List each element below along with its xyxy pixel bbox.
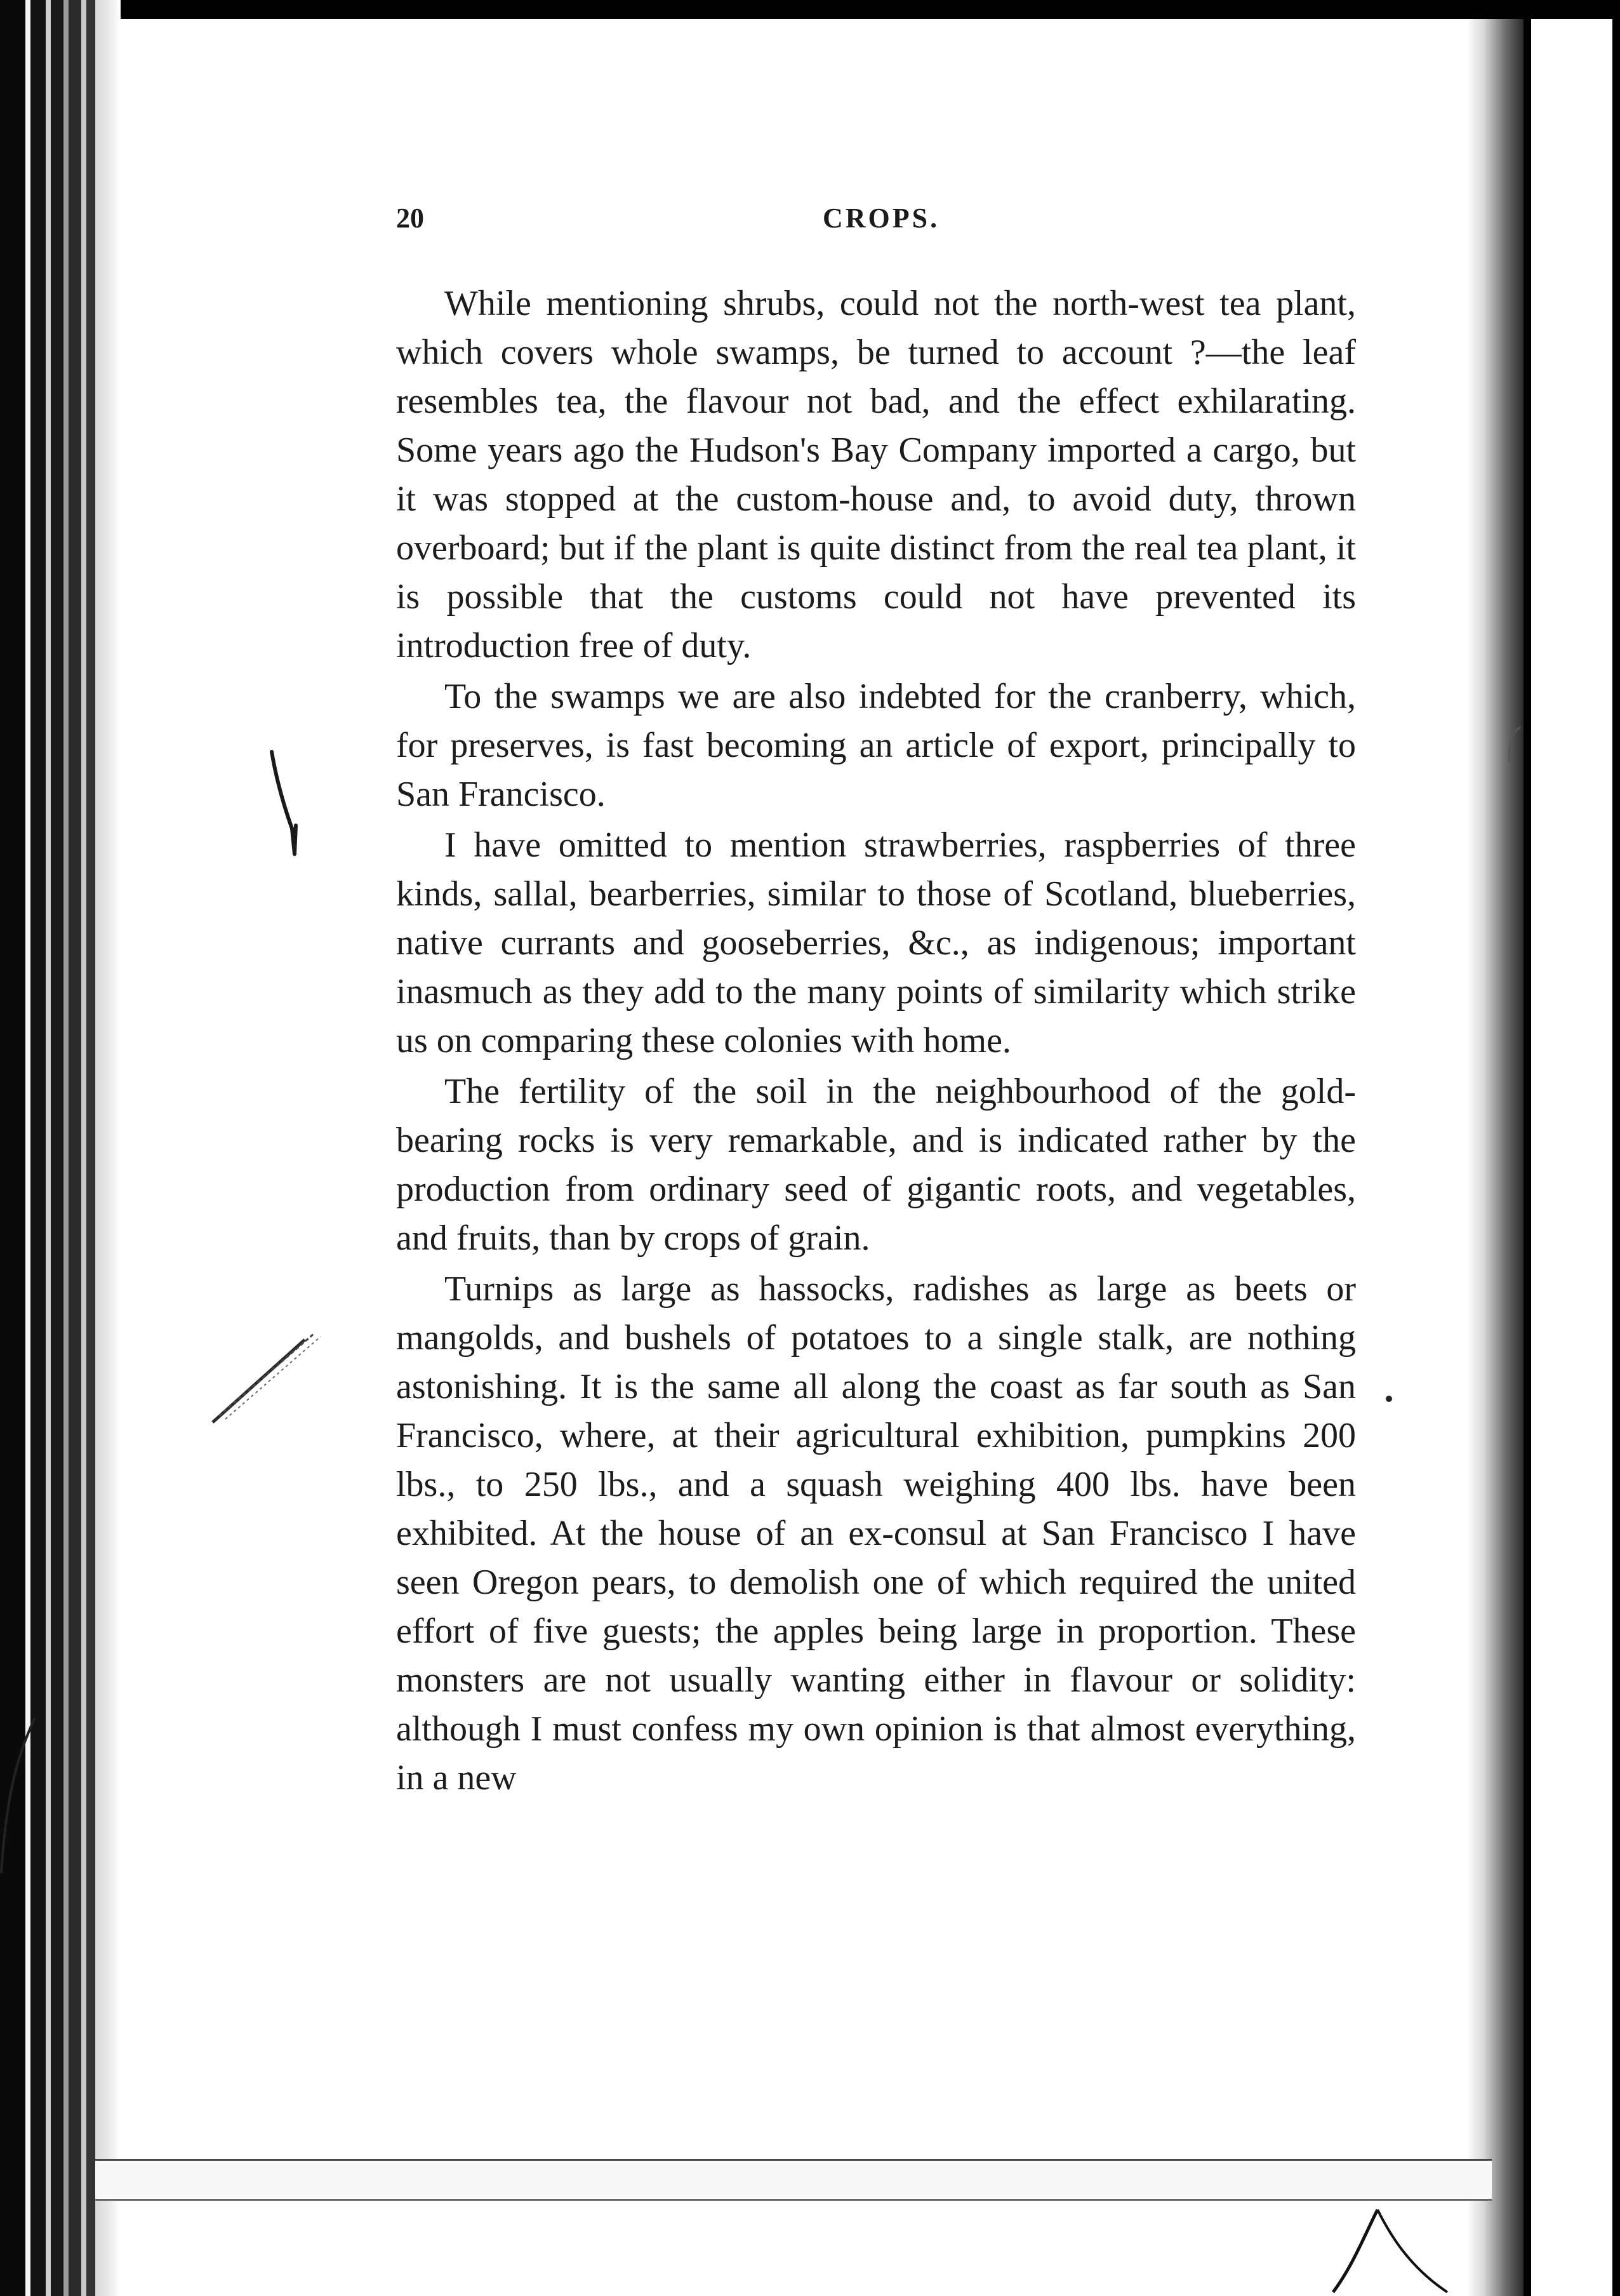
paragraph: The fertility of the soil in the neighbourhood of the gold-bearing rocks is very remarkable, and is indicated rather by the production from ordinary seed of gigantic roots, and vegetables, and fruits, than by crops of grain. — [396, 1072, 1356, 1258]
paragraph: While mentioning shrubs, could not the north-west tea plant, which covers whole swamps, be turned to account ?—the leaf resembles tea, the flavour not bad, and the effect exhilarating. Some years ago the Hudson's Bay Company imported a cargo, but it was stopped at the custom-house and, to avoid duty, thrown overboard; but if the plant is quite distinct from the real tea plant, it is possible that the customs could not have prevented its introduction free of duty. — [396, 284, 1356, 665]
margin-checkmark-icon — [267, 749, 311, 857]
margin-tick-icon — [1504, 724, 1524, 768]
left-edge-scribble-icon — [0, 1714, 38, 1879]
corner-scribble-icon — [1327, 2197, 1454, 2296]
book-spine — [0, 0, 121, 2296]
page-edge-line — [1524, 19, 1531, 2296]
top-border — [0, 0, 1620, 19]
page-bottom-edge — [95, 2159, 1492, 2201]
body-text — [396, 279, 1356, 1805]
right-border — [1612, 19, 1620, 2296]
margin-slash-mark-icon — [209, 1327, 324, 1429]
page-gutter-shadow — [1466, 19, 1524, 2296]
page-number: 20 — [396, 203, 424, 234]
paragraph: To the swamps we are also indebted for the cranberry, which, for preserves, is fast becoming an article of export, principally to San Francisco. — [396, 677, 1356, 814]
section-title: CROPS. — [823, 203, 940, 234]
margin-dot-icon — [1384, 1394, 1394, 1404]
paragraph: I have omitted to mention strawberries, raspberries of three kinds, sallal, bearberries, similar to those of Scotland, blueberries, native currants and gooseberries, &c., as indigenous; important inasmuch as they add to the many points of similarity which strike us on comparing these colonies with home. — [396, 825, 1356, 1060]
running-head — [396, 202, 1356, 240]
adjacent-page-strip — [1531, 19, 1620, 2296]
paragraph: Turnips as large as hassocks, radishes as large as beets or mangolds, and bushels of potatoes to a single stalk, are nothing astonishing. It is the same all along the coast as far south as San Francisco, where, at their agricultural exhibition, pumpkins 200 lbs., to 250 lbs., and a squash weighing 400 lbs. have been exhibited. At the house of an ex-consul at San Francisco I have seen Oregon pears, to demolish one of which required the united effort of five guests; the apples being large in proportion. These monsters are not usually wanting either in flavour or solidity: although I must confess my own opinion is that almost everything, in a new — [396, 1269, 1356, 1798]
